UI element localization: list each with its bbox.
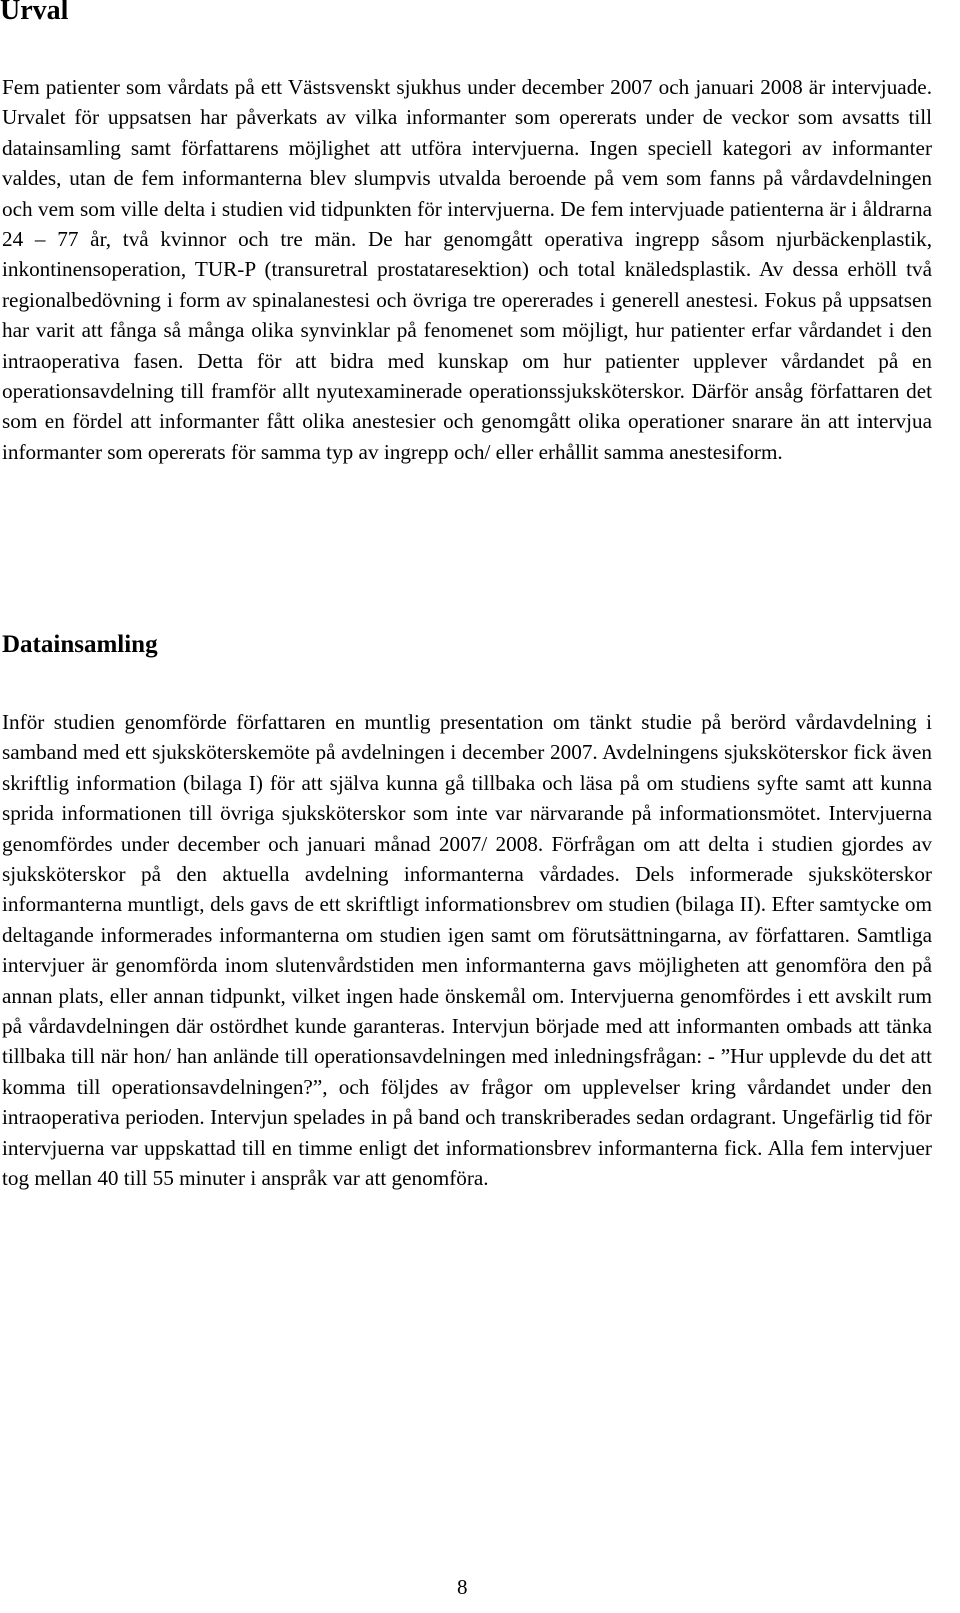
section-heading-urval: Urval	[0, 0, 69, 26]
page-number: 8	[457, 1575, 468, 1599]
section-body-datainsamling: Inför studien genomförde författaren en muntlig presentation om tänkt studie på berörd vårdavdelning i samband med ett sjuksköterskemöte på avdelningen i december 2007. Avdelningens sjuksköterskor fick även skriftlig information (bilaga I) för att själva kunna gå tillbaka och läsa på om studiens syfte samt att kunna sprida informationen till övriga sjuksköterskor som inte var närvarande på informationsmötet. Intervjuerna genomfördes under december och januari månad 2007/ 2008. Förfrågan om att delta i studien gjordes av sjuksköterskor på den aktuella avdelning informanterna vårdades. Dels informerade sjuksköterskor informanterna muntligt, dels gavs de ett skriftligt informationsbrev om studien (bilaga II). Efter samtycke om deltagande informerades informanterna om studien igen samt om förutsättningarna, av författaren. Samtliga intervjuer är genomförda inom slutenvårdstiden men informanterna gavs möjligheten att genomföra den på annan plats, eller annan tidpunkt, vilket ingen hade önskemål om. Intervjuerna genomfördes i ett avskilt rum på vårdavdelningen där ostördhet kunde garanteras. Intervjun började med att informanten ombads att tänka tillbaka till när hon/ han anlände till operationsavdelningen med inledningsfrågan: - ”Hur upplevde du det att komma till operationsavdelningen?”, och följdes av frågor om upplevelser kring vårdandet under den intraoperativa perioden. Intervjun spelades in på band och transkriberades sedan ordagrant. Ungefärlig tid för intervjuerna var uppskattad till en timme enligt det informationsbrev informanterna fick. Alla fem intervjuer tog mellan 40 till 55 minuter i anspråk var att genomföra.	[2, 710, 932, 1191]
section-heading-datainsamling: Datainsamling	[2, 631, 158, 658]
section-body-urval: Fem patienter som vårdats på ett Västsvenskt sjukhus under december 2007 och januari 2008 är intervjuade. Urvalet för uppsatsen har påverkats av vilka informanter som opererats under de veckor som avsatts till datainsamling samt författarens möjlighet att utföra intervjuerna. Ingen speciell kategori av informanter valdes, utan de fem informanterna blev slumpvis utvalda beroende på vem som fanns på vårdavdelningen och vem som ville delta i studien vid tidpunkten för intervjuerna. De fem intervjuade patienterna är i åldrarna 24 – 77 år, två kvinnor och tre män. De har genomgått operativa ingrepp såsom njurbäckenplastik, inkontinensoperation, TUR-P (transuretral prostataresektion) och total knäledsplastik. Av dessa erhöll två regionalbedövning i form av spinalanestesi och övriga tre opererades i generell anestesi. Fokus på uppsatsen har varit att fånga så många olika synvinklar på fenomenet som möjligt, hur patienter erfar vårdandet i den intraoperativa fasen. Detta för att bidra med kunskap om hur patienter upplever vårdandet på en operationsavdelning till framför allt nyutexaminerade operationssjuksköterskor. Därför ansåg författaren det som en fördel att informanter fått olika anestesier och genomgått olika operationer snarare än att intervjua informanter som opererats för samma typ av ingrepp och/ eller erhållit samma anestesiform.	[2, 75, 932, 464]
